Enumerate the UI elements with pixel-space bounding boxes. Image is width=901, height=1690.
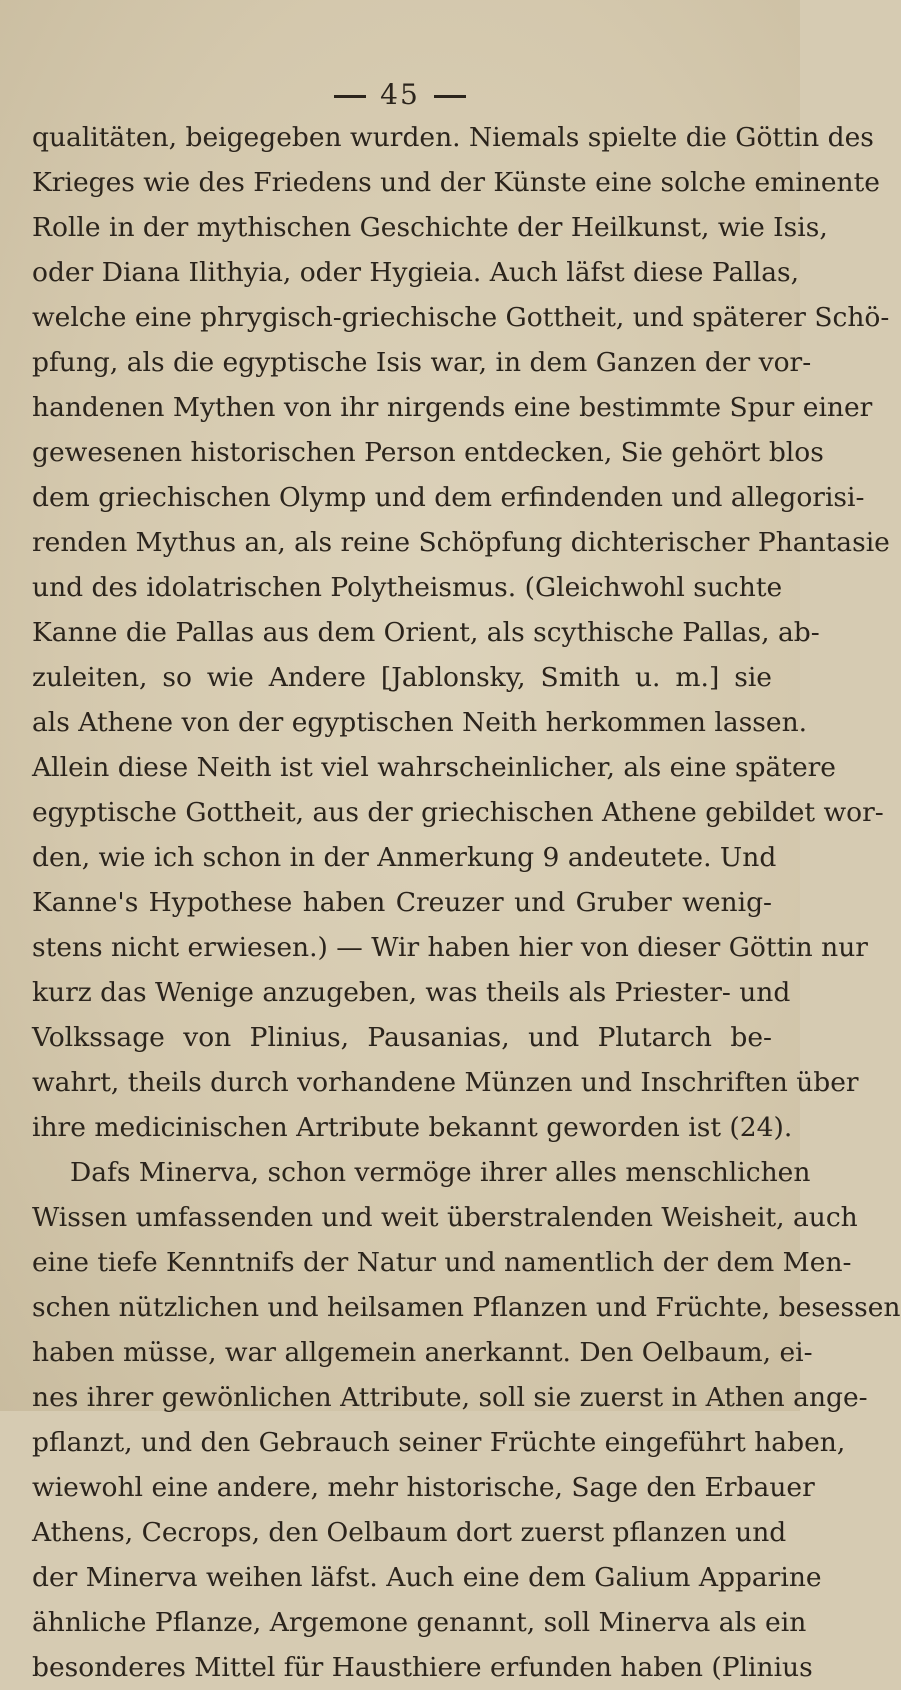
text-line: als Athene von der egyptischen Neith herkommen lassen.	[32, 707, 808, 738]
text-line: Krieges wie des Friedens und der Künste eine solche eminente	[32, 167, 880, 198]
text-line: egyptische Gottheit, aus der griechischen Athene gebildet wor-	[32, 797, 884, 828]
text-line: zuleiten, so wie Andere [Jablonsky, Smith u. m.] sie	[32, 662, 772, 693]
text-line: besonderes Mittel für Hausthiere erfunden haben (Plinius	[32, 1652, 813, 1683]
text-line: kurz das Wenige anzugeben, was theils als Priester- und	[32, 977, 791, 1008]
text-line: ihre medicinischen Artribute bekannt geworden ist (24).	[32, 1112, 793, 1143]
text-line: ähnliche Pflanze, Argemone genannt, soll Minerva als ein	[32, 1607, 807, 1638]
header-dash-left	[334, 95, 366, 98]
text-line: Dafs Minerva, schon vermöge ihrer alles menschlichen	[70, 1157, 811, 1188]
body-text	[32, 115, 901, 1690]
text-line: oder Diana Ilithyia, oder Hygieia. Auch läfst diese Pallas,	[32, 257, 800, 288]
page-header	[0, 78, 800, 111]
text-line: pflanzt, und den Gebrauch seiner Früchte eingeführt haben,	[32, 1427, 846, 1458]
text-line: Athens, Cecrops, den Oelbaum dort zuerst pflanzen und	[32, 1517, 787, 1548]
text-line: pfung, als die egyptische Isis war, in dem Ganzen der vor-	[32, 347, 812, 378]
text-line: wiewohl eine andere, mehr historische, Sage den Erbauer	[32, 1472, 815, 1503]
text-line: Allein diese Neith ist viel wahrscheinlicher, als eine spätere	[32, 752, 836, 783]
text-line: qualitäten, beigegeben wurden. Niemals spielte die Göttin des	[32, 122, 874, 153]
text-line: schen nützlichen und heilsamen Pflanzen und Früchte, besessen	[32, 1292, 901, 1323]
text-line: Wissen umfassenden und weit überstralenden Weisheit, auch	[32, 1202, 858, 1233]
text-line: den, wie ich schon in der Anmerkung 9 andeutete. Und	[32, 842, 777, 873]
text-line: wahrt, theils durch vorhandene Münzen und Inschriften über	[32, 1067, 859, 1098]
text-line: Kanne die Pallas aus dem Orient, als scythische Pallas, ab-	[32, 617, 820, 648]
text-line: Kanne's Hypothese haben Creuzer und Gruber wenig-	[32, 887, 772, 918]
text-line: gewesenen historischen Person entdecken, Sie gehört blos	[32, 437, 824, 468]
page-number: 45	[380, 78, 420, 111]
text-line: renden Mythus an, als reine Schöpfung dichterischer Phantasie	[32, 527, 890, 558]
text-line: eine tiefe Kenntnifs der Natur und namentlich der dem Men-	[32, 1247, 852, 1278]
text-line: Rolle in der mythischen Geschichte der Heilkunst, wie Isis,	[32, 212, 828, 243]
text-line: haben müsse, war allgemein anerkannt. Den Oelbaum, ei-	[32, 1337, 813, 1368]
text-line: nes ihrer gewönlichen Attribute, soll sie zuerst in Athen ange-	[32, 1382, 868, 1413]
text-line: Volkssage von Plinius, Pausanias, und Plutarch be-	[32, 1022, 772, 1053]
text-line: stens nicht erwiesen.) — Wir haben hier von dieser Göttin nur	[32, 932, 868, 963]
text-line: dem griechischen Olymp und dem erfindenden und allegorisi-	[32, 482, 865, 513]
header-dash-right	[434, 95, 466, 98]
text-line: handenen Mythen von ihr nirgends eine bestimmte Spur einer	[32, 392, 873, 423]
text-line: und des idolatrischen Polytheismus. (Gleichwohl suchte	[32, 572, 783, 603]
text-line: welche eine phrygisch-griechische Gottheit, und späterer Schö-	[32, 302, 890, 333]
text-line: der Minerva weihen läfst. Auch eine dem Galium Apparine	[32, 1562, 822, 1593]
